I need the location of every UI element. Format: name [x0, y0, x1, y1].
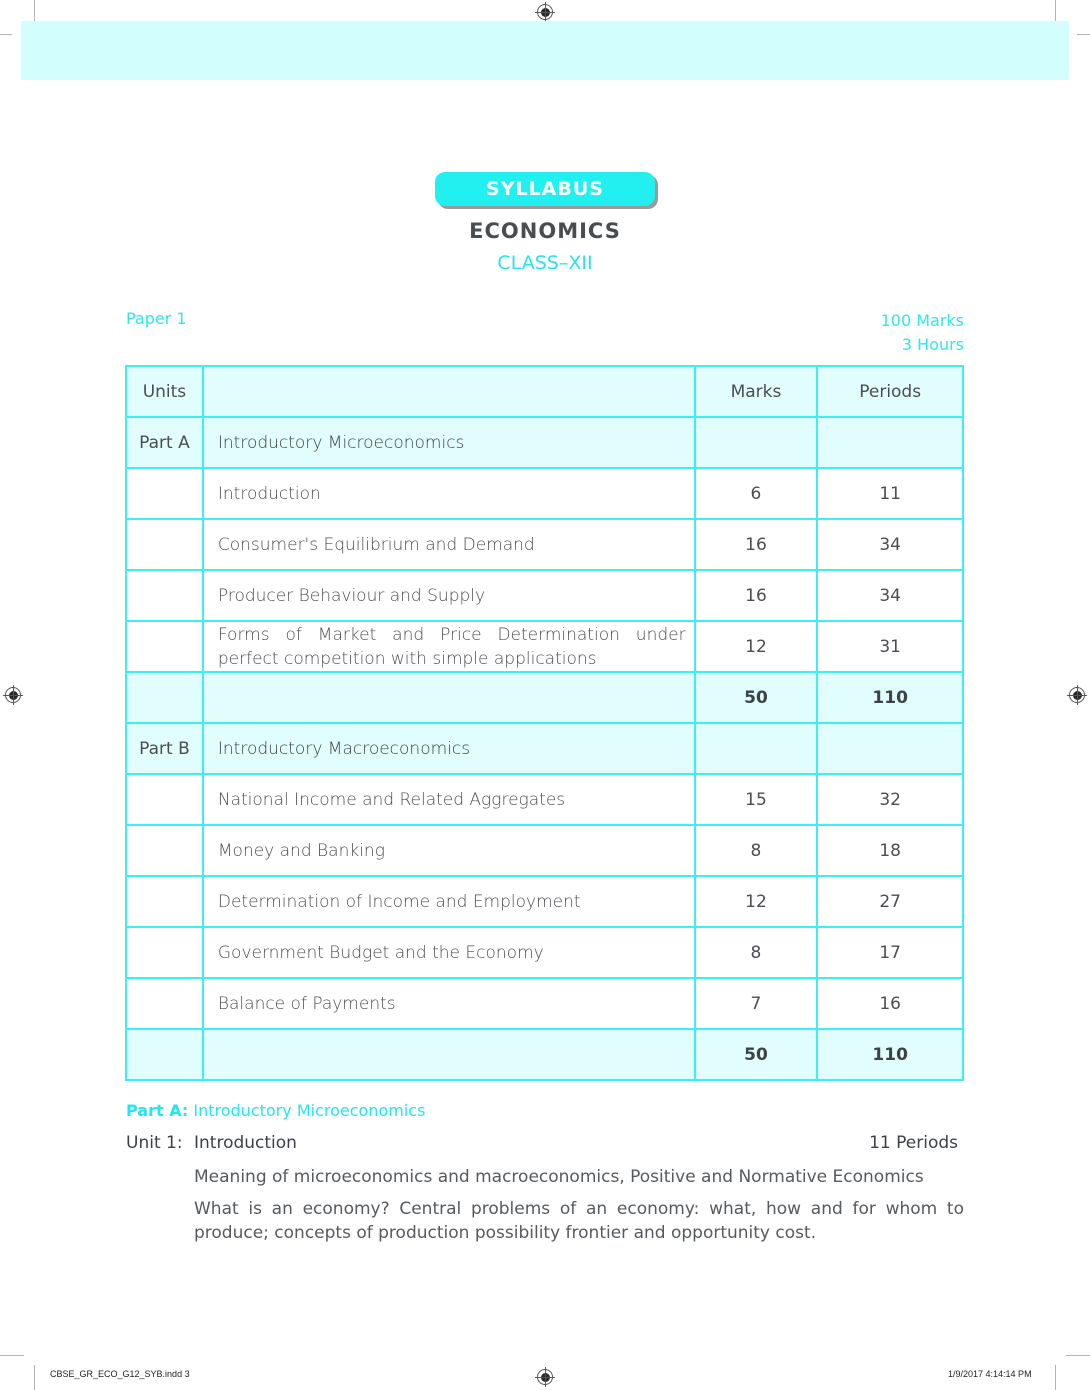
total-marks: 100 Marks: [880, 311, 964, 330]
marks: 8: [695, 825, 818, 876]
periods: 16: [817, 978, 963, 1029]
topic: Forms of Market and Price Determination under perfect competition with simple applications: [217, 624, 686, 669]
part-a-row: [126, 417, 963, 468]
registration-mark-icon: [1069, 687, 1085, 703]
syllabus-badge: SYLLABUS: [435, 172, 655, 206]
marks: 16: [695, 519, 818, 570]
footer-file: CBSE_GR_ECO_G12_SYB.indd 3: [50, 1369, 190, 1379]
table-row: [126, 468, 963, 519]
topic: Introduction: [203, 468, 695, 519]
unit-paragraph: What is an economy? Central problems of an economy: what, how and for whom to produce; concepts of production possibility frontier and opportunity cost.: [194, 1199, 964, 1243]
part-b-total-row: [126, 1029, 963, 1080]
registration-mark-icon: [5, 687, 21, 703]
marks: 12: [695, 621, 818, 672]
table-row: [126, 876, 963, 927]
total-marks: 50: [695, 672, 818, 723]
paper-meta: [881, 309, 964, 357]
unit-title: Introduction: [194, 1133, 297, 1153]
periods: 32: [817, 774, 963, 825]
registration-mark-icon: [537, 4, 553, 20]
topic: National Income and Related Aggregates: [203, 774, 695, 825]
periods: 17: [817, 927, 963, 978]
crop-mark: [0, 1355, 24, 1356]
marks: 12: [695, 876, 818, 927]
periods: 31: [817, 621, 963, 672]
header-units: Units: [126, 366, 203, 417]
part-label: Part B: [126, 723, 203, 774]
table-row: [126, 774, 963, 825]
header-marks: Marks: [695, 366, 818, 417]
table-header-row: [126, 366, 963, 417]
subject-title: ECONOMICS: [469, 219, 621, 243]
part-b-row: [126, 723, 963, 774]
marks: 6: [695, 468, 818, 519]
table-row: [126, 927, 963, 978]
unit-paragraph: Meaning of microeconomics and macroeconomics, Positive and Normative Economics: [194, 1167, 924, 1187]
total-periods: 110: [817, 1029, 963, 1080]
periods: 11: [817, 468, 963, 519]
periods: 18: [817, 825, 963, 876]
periods: 34: [817, 519, 963, 570]
marks: 8: [695, 927, 818, 978]
topic: Government Budget and the Economy: [203, 927, 695, 978]
topic: Producer Behaviour and Supply: [203, 570, 695, 621]
periods: 34: [817, 570, 963, 621]
paper-label: Paper 1: [126, 309, 187, 328]
part-title: Introductory Macroeconomics: [203, 723, 695, 774]
table-row: [126, 519, 963, 570]
part-title: Introductory Microeconomics: [203, 417, 695, 468]
marks: 16: [695, 570, 818, 621]
header-band: [21, 21, 1069, 80]
crop-mark: [1077, 34, 1090, 35]
table-row: [126, 825, 963, 876]
unit-periods: 11 Periods: [869, 1133, 958, 1153]
topic: Balance of Payments: [203, 978, 695, 1029]
unit-heading: [126, 1133, 958, 1153]
crop-mark: [0, 34, 12, 35]
total-marks: 50: [695, 1029, 818, 1080]
footer-timestamp: 1/9/2017 4:14:14 PM: [948, 1369, 1032, 1379]
section-part-label: Part A:: [126, 1101, 189, 1120]
crop-mark: [34, 1365, 35, 1390]
section-part-title: Introductory Microeconomics: [193, 1101, 426, 1120]
table-row: [126, 570, 963, 621]
class-title: CLASS–XII: [497, 252, 593, 274]
topic: Consumer's Equilibrium and Demand: [203, 519, 695, 570]
unit-number: Unit 1:: [126, 1133, 183, 1153]
section-heading: [126, 1101, 425, 1120]
part-label: Part A: [126, 417, 203, 468]
marks: 7: [695, 978, 818, 1029]
table-row: [126, 978, 963, 1029]
syllabus-table: [125, 365, 964, 1081]
crop-mark: [1066, 1355, 1090, 1356]
topic: Determination of Income and Employment: [203, 876, 695, 927]
registration-mark-icon: [537, 1369, 553, 1385]
table-row: [126, 621, 963, 672]
periods: 27: [817, 876, 963, 927]
part-a-total-row: [126, 672, 963, 723]
total-periods: 110: [817, 672, 963, 723]
marks: 15: [695, 774, 818, 825]
duration: 3 Hours: [901, 335, 964, 354]
crop-mark: [1055, 1365, 1056, 1390]
header-topic: [203, 366, 695, 417]
topic: Money and Banking: [203, 825, 695, 876]
header-periods: Periods: [817, 366, 963, 417]
